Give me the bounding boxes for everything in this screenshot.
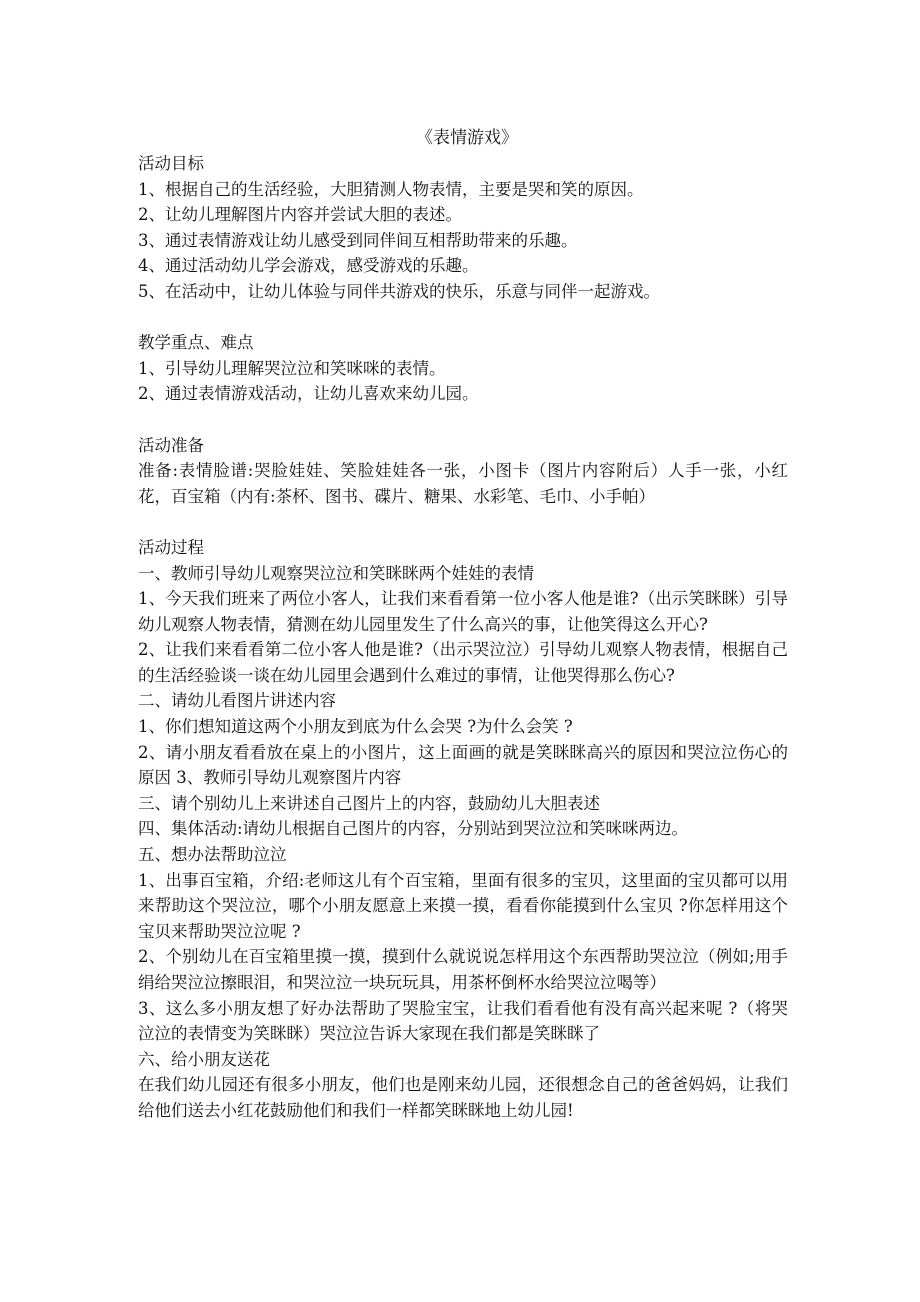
key-point-item: 2、通过表情游戏活动，让幼儿喜欢来幼儿园。: [138, 384, 479, 404]
goal-item: 1、根据自己的生活经验，大胆猜测人物表情，主要是哭和笑的原因。: [138, 179, 644, 199]
spacer: [138, 509, 788, 535]
key-point-item: 1、引导幼儿理解哭泣泣和笑咪咪的表情。: [138, 358, 446, 378]
goal-item: 5、在活动中，让幼儿体验与同伴共游戏的快乐，乐意与同伴一起游戏。: [138, 281, 660, 301]
goals-heading: 活动目标: [138, 154, 204, 173]
section-paragraph: 1、你们想知道这两个小朋友到底为什么会哭 ?为什么会笑 ?: [138, 717, 573, 737]
section-title: 五、想办法帮助泣泣: [138, 845, 287, 865]
spacer: [138, 407, 788, 433]
preparation-text: 准备:表情脸谱:哭脸娃娃、笑脸娃娃各一张，小图卡（图片内容附后）人手一张，小红花，百宝箱（内有:茶杯、图书、碟片、糖果、水彩笔、毛巾、小手帕）: [138, 461, 788, 506]
document-page: [138, 126, 788, 1124]
section-paragraph: 在我们幼儿园还有很多小朋友，他们也是刚来幼儿园，还很想念自己的爸爸妈妈，让我们给他们送去小红花鼓励他们和我们一样都笑眯眯地上幼儿园!: [138, 1075, 788, 1120]
preparation-heading: 活动准备: [138, 435, 204, 455]
section-paragraph: 1、今天我们班来了两位小客人，让我们来看看第一位小客人他是谁?（出示笑眯眯）引导幼儿观察人物表情，猜测在幼儿园里发生了什么高兴的事，让他笑得这么开心?: [138, 589, 788, 634]
process-heading: 活动过程: [138, 537, 204, 557]
section-title: 一、教师引导幼儿观察哭泣泣和笑眯眯两个娃娃的表情: [138, 563, 534, 583]
section-title: 六、给小朋友送花: [138, 1049, 270, 1069]
section-paragraph: 2、个别幼儿在百宝箱里摸一摸，摸到什么就说说怎样用这个东西帮助哭泣泣（例如;用手绢给哭泣泣擦眼泪，和哭泣泣一块玩玩具，用茶杯倒杯水给哭泣泣喝等）: [138, 947, 788, 992]
section-title: 四、集体活动:请幼儿根据自己图片的内容，分别站到哭泣泣和笑咪咪两边。: [138, 819, 689, 839]
section-paragraph: 2、请小朋友看看放在桌上的小图片，这上面画的就是笑眯眯高兴的原因和哭泣泣伤心的原因 3、教师引导幼儿观察图片内容: [138, 742, 788, 788]
goal-item: 4、通过活动幼儿学会游戏，感受游戏的乐趣。: [138, 256, 479, 276]
document-title: 《表情游戏》: [416, 128, 518, 148]
key-points-heading: 教学重点、难点: [138, 333, 254, 353]
spacer: [138, 305, 788, 331]
goal-item: 3、通过表情游戏让幼儿感受到同伴间互相帮助带来的乐趣。: [138, 230, 578, 250]
section-title: 二、请幼儿看图片讲述内容: [138, 691, 336, 711]
section-paragraph: 2、让我们来看看第二位小客人他是谁?（出示哭泣泣）引导幼儿观察人物表情，根据自己的生活经验谈一谈在幼儿园里会遇到什么难过的事情，让他哭得那么伤心?: [138, 640, 788, 685]
section-title: 三、请个别幼儿上来讲述自己图片上的内容，鼓励幼儿大胆表述: [138, 793, 600, 813]
section-paragraph: 3、这么多小朋友想了好办法帮助了哭脸宝宝，让我们看看他有没有高兴起来呢 ?（将哭泣泣的表情变为笑眯眯）哭泣泣告诉大家现在我们都是笑眯眯了: [138, 998, 788, 1044]
goal-item: 2、让幼儿理解图片内容并尝试大胆的表述。: [138, 205, 462, 225]
section-paragraph: 1、出事百宝箱，介绍:老师这儿有个百宝箱，里面有很多的宝贝，这里面的宝贝都可以用来帮助这个哭泣泣，哪个小朋友愿意上来摸一摸，看看你能摸到什么宝贝 ?你怎样用这个宝贝来帮助哭泣泣呢 ?: [138, 870, 788, 941]
